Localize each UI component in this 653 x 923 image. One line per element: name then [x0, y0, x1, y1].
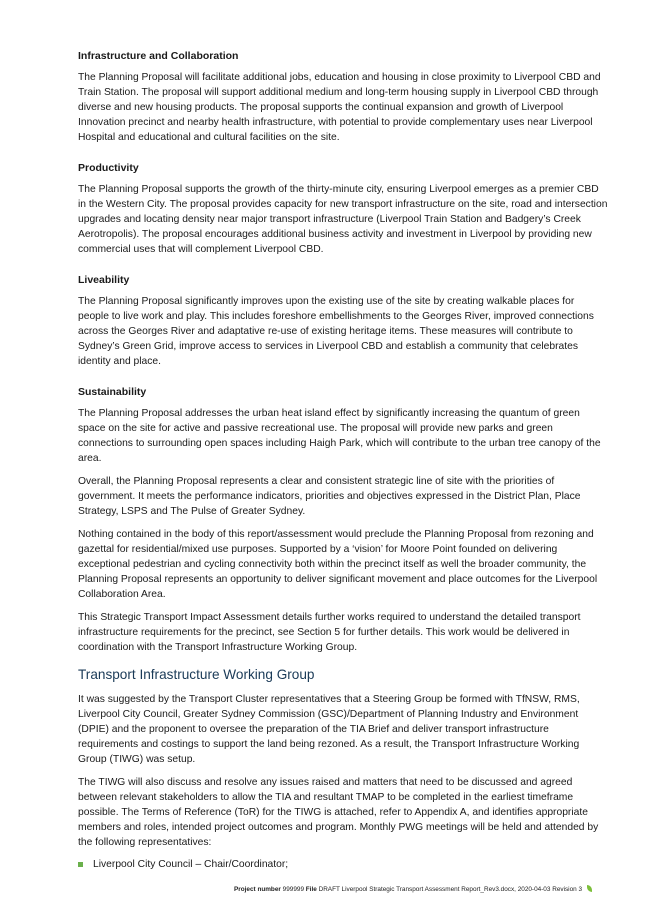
leaf-logo-icon [587, 885, 592, 892]
section-heading: Sustainability [78, 386, 147, 398]
footer-revision-number: 3 [578, 886, 583, 893]
twg-paragraph: The TIWG will also discuss and resolve any issues raised and matters that need to be discussed and agreed between relevant stakeholders to allow the TIA and resultant TMAP to be completed in the earliest timeframe possible. The Terms of Reference (ToR) for the TIWG is attached, refer to Appendix A, and identifies appropriate members and roles, intended project outcomes and program. Monthly PWG meetings will be held and attended by the following representatives: [78, 777, 599, 848]
twg-heading: Transport Infrastructure Working Group [78, 667, 315, 682]
square-bullet-icon [78, 862, 83, 867]
footer-file-label: File [305, 886, 317, 893]
footer-file-name: DRAFT Liverpool Strategic Transport Assessment Report_Rev3.docx, 2020-04-03 [318, 886, 551, 893]
section-productivity [78, 162, 608, 257]
list-item-text: Liverpool City Council – Chair/Coordinator; [93, 859, 289, 870]
footer-project-number: 999999 [282, 886, 304, 893]
representatives-list [78, 858, 608, 872]
section-paragraph: Nothing contained in the body of this report/assessment would preclude the Planning Proposal from rezoning and gazettal for residential/mixed use purposes. Supported by a ‘vision’ for Moore Point founded on delivering exceptional pedestrian and cycling connectivity both within the precinct itself as well the broader community, the Planning Proposal represents an opportunity to deliver significant movement and place outcomes for the Liverpool Collaboration Area. [78, 529, 598, 600]
section-paragraph: This Strategic Transport Impact Assessment details further works required to understand the detailed transport infrastructure requirements for the precinct, see Section 5 for further details. This work would be delivered in coordination with the Transport Infrastructure Working Group. [78, 612, 581, 653]
footer-revision-label: Revision [552, 886, 577, 893]
section-infrastructure-collaboration [78, 50, 608, 145]
section-paragraph: The Planning Proposal addresses the urban heat island effect by significantly increasing the quantum of green space on the site for active and passive recreational use. The proposal will provide new parks and green connections to surrounding open spaces including Haigh Park, which will contribute to the urban tree canopy of the area. [78, 408, 601, 464]
page-footer [234, 885, 592, 893]
section-liveability [78, 274, 608, 369]
section-heading: Liveability [78, 274, 130, 286]
section-paragraph: The Planning Proposal will facilitate additional jobs, education and housing in close proximity to Liverpool CBD and Train Station. The proposal will support additional medium and long-term housing supply in Liverpool CBD through diverse and new housing products. The proposal supports the continual expansion and growth of Liverpool Innovation precinct and nearby health infrastructure, with potential to provide complementary uses near Liverpool Hospital and educational and cultural facilities on the site. [78, 72, 601, 143]
section-paragraph: The Planning Proposal supports the growth of the thirty-minute city, ensuring Liverpool emerges as a premier CBD in the Western City. The proposal provides capacity for new transport infrastructure on the site, road and intersection upgrades and locating density near major transport infrastructure (Liverpool Train Station and Badgery’s Creek Aerotropolis). The proposal encourages additional business activity and investment in Liverpool by providing new commercial uses that will complement Liverpool CBD. [78, 184, 608, 255]
footer-project-label: Project number [234, 886, 281, 893]
section-heading: Infrastructure and Collaboration [78, 50, 239, 62]
document-body [78, 50, 608, 872]
twg-paragraph: It was suggested by the Transport Cluster representatives that a Steering Group be formed with TfNSW, RMS, Liverpool City Council, Greater Sydney Commission (GSC)/Department of Planning Industry and Environment (DPIE) and the proponent to oversee the preparation of the TIA Brief and deliver transport infrastructure requirements and costings to support the land being rezoned. As a result, the Transport Infrastructure Working Group (TIWG) was setup. [78, 694, 580, 765]
section-paragraph: Overall, the Planning Proposal represents a clear and consistent strategic line of site with the priorities of government. It meets the performance indicators, priorities and objectives expressed in the District Plan, Place Strategy, LSPS and The Pulse of Greater Sydney. [78, 476, 581, 517]
section-heading: Productivity [78, 162, 139, 174]
list-item [78, 858, 608, 872]
section-paragraph: The Planning Proposal significantly improves upon the existing use of the site by creating walkable places for people to live work and play. This includes foreshore embellishments to the Georges River, improved connections across the Georges River and adaptative re-use of existing heritage items. These measures will contribute to Sydney’s Green Grid, improve access to services in Liverpool CBD and establish a community that celebrates identity and place. [78, 296, 594, 367]
section-sustainability [78, 386, 608, 655]
